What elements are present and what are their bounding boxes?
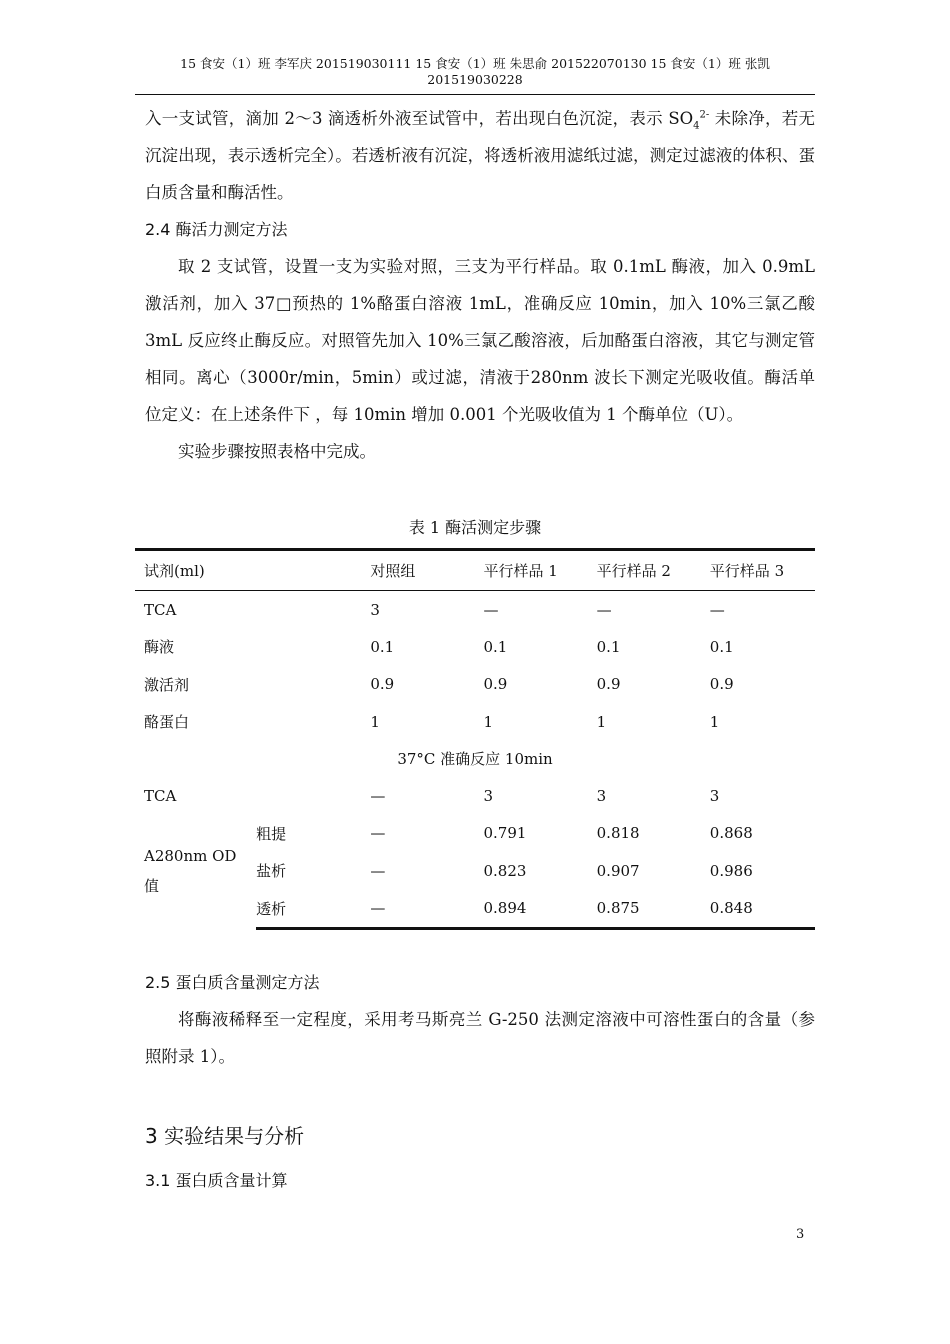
table-row <box>135 666 815 703</box>
paragraph-enzyme-assay: 取 2 支试管，设置一支为实验对照，三支为平行样品。取 0.1mL 酶液，加入 0.9mL 激活剂，加入 37□预热的 1%酪蛋白溶液 1mL，准确反应 10min，加入 10%三氯乙酸 3mL 反应终止酶反应。对照管先加入 10%三氯乙酸溶液，后加酪蛋白溶液，其它与测定管相同。离心（3000r/min，5min）或过滤，清液于280nm 波长下测定光吸收值。酶活单位定义：在上述条件下 ，每 10min 增加 0.001 个光吸收值为 1 个酶单位（U）。 <box>145 257 815 424</box>
so4-subscript: 4 <box>693 120 700 132</box>
table-row <box>135 591 815 629</box>
table-cell: 透析 <box>256 889 370 928</box>
table-cell: — <box>709 600 725 619</box>
table-cell: 3 <box>370 600 380 619</box>
table-cell: 0.9 <box>370 675 395 694</box>
table-cell: 酶液 <box>144 638 175 657</box>
table-cell: 0.907 <box>596 861 640 880</box>
paragraph-dialysis-text-1: 入一支试管，滴加 2～3 滴透析外液至试管中，若出现白色沉淀，表示 SO <box>145 109 694 128</box>
table-caption: 表 1 酶活测定步骤 <box>408 518 542 537</box>
table-cell: 0.9 <box>483 675 508 694</box>
table-cell: 3 <box>483 787 494 806</box>
section-3-title: 3 实验结果与分析 <box>145 1124 305 1148</box>
paragraph-dialysis-text-2: 未除净，若无沉淀出现，表示透析完全）。若透析液有沉淀，将透析液用滤纸过滤，测定过滤液的体积、蛋白质含量和酶活性。 <box>145 109 815 202</box>
table-cell: 1 <box>709 712 720 731</box>
so4-superscript: 2- <box>699 109 710 121</box>
table-cell: 1 <box>370 712 380 731</box>
paragraph-protein-method: 将酶液稀释至一定程度，采用考马斯亮兰 G-250 法测定溶液中可溶性蛋白的含量（参照附录 1）。 <box>145 1010 815 1066</box>
page-header <box>120 56 830 88</box>
table-cell: 激活剂 <box>144 675 190 694</box>
paragraph-steps: 实验步骤按照表格中完成。 <box>178 442 376 461</box>
header-cell: 平行样品 2 <box>597 550 710 591</box>
table-cell: — <box>483 600 499 619</box>
table-cell: 0.986 <box>709 861 753 880</box>
table-cell: 3 <box>709 787 720 806</box>
table-cell: TCA <box>144 600 177 619</box>
enzyme-assay-table <box>135 548 815 930</box>
table-cell: 0.9 <box>709 675 734 694</box>
table-cell: 3 <box>596 787 607 806</box>
body-upper <box>145 100 815 470</box>
section-3-1-title: 3.1 蛋白质含量计算 <box>145 1171 288 1190</box>
paragraph-dialysis <box>145 100 815 211</box>
section-2-4-title: 2.4 酶活力测定方法 <box>145 220 288 239</box>
table-cell: — <box>370 787 386 806</box>
table-cell: — <box>596 600 612 619</box>
table-row <box>135 628 815 665</box>
table-header-row <box>135 550 815 591</box>
header-authors-line2: 201519030228 <box>427 72 523 87</box>
table-cell: 0.868 <box>709 824 753 843</box>
section-2-5-title: 2.5 蛋白质含量测定方法 <box>145 973 320 992</box>
table-cell: 0.1 <box>370 637 395 656</box>
header-authors-line1: 15 食安（1）班 李军庆 201519030111 15 食安（1）班 朱思俞 201522070130 15 食安（1）班 张凯 <box>180 56 770 71</box>
table-cell: 粗提 <box>256 824 287 843</box>
table-row <box>135 815 815 852</box>
header-cell: 平行样品 1 <box>483 550 596 591</box>
table-cell: 0.1 <box>483 637 508 656</box>
header-cell: 试剂(ml) <box>135 550 370 591</box>
body-lower <box>145 964 815 1075</box>
table-cell: — <box>370 889 483 928</box>
table-row <box>135 703 815 740</box>
table-cell: 0.818 <box>596 824 640 843</box>
table-cell: TCA <box>144 787 177 806</box>
table-cell: — <box>370 824 386 843</box>
table-cell: 0.1 <box>709 637 734 656</box>
od-label-cell: A280nm OD 值 <box>144 847 237 896</box>
table-cell: 1 <box>596 712 607 731</box>
table-cell: 1 <box>483 712 494 731</box>
header-cell: 平行样品 3 <box>710 550 815 591</box>
table-cell: 0.894 <box>483 889 596 928</box>
header-cell: 对照组 <box>370 550 483 591</box>
table-cell: 0.823 <box>483 861 527 880</box>
table-cell: 盐析 <box>256 862 287 881</box>
table-cell: 0.9 <box>596 675 621 694</box>
page-number: 3 <box>796 1227 805 1242</box>
table-row <box>135 777 815 814</box>
table-cell: 0.848 <box>710 889 815 928</box>
table-cell: 0.791 <box>483 824 527 843</box>
table-cell: 酪蛋白 <box>144 713 190 732</box>
header-rule <box>135 94 815 95</box>
table-row-reaction-note <box>135 740 815 777</box>
table-cell: 0.1 <box>596 637 621 656</box>
table-cell: 0.875 <box>597 889 710 928</box>
reaction-note: 37°C 准确反应 10min <box>397 750 553 769</box>
table-cell: — <box>370 861 386 880</box>
